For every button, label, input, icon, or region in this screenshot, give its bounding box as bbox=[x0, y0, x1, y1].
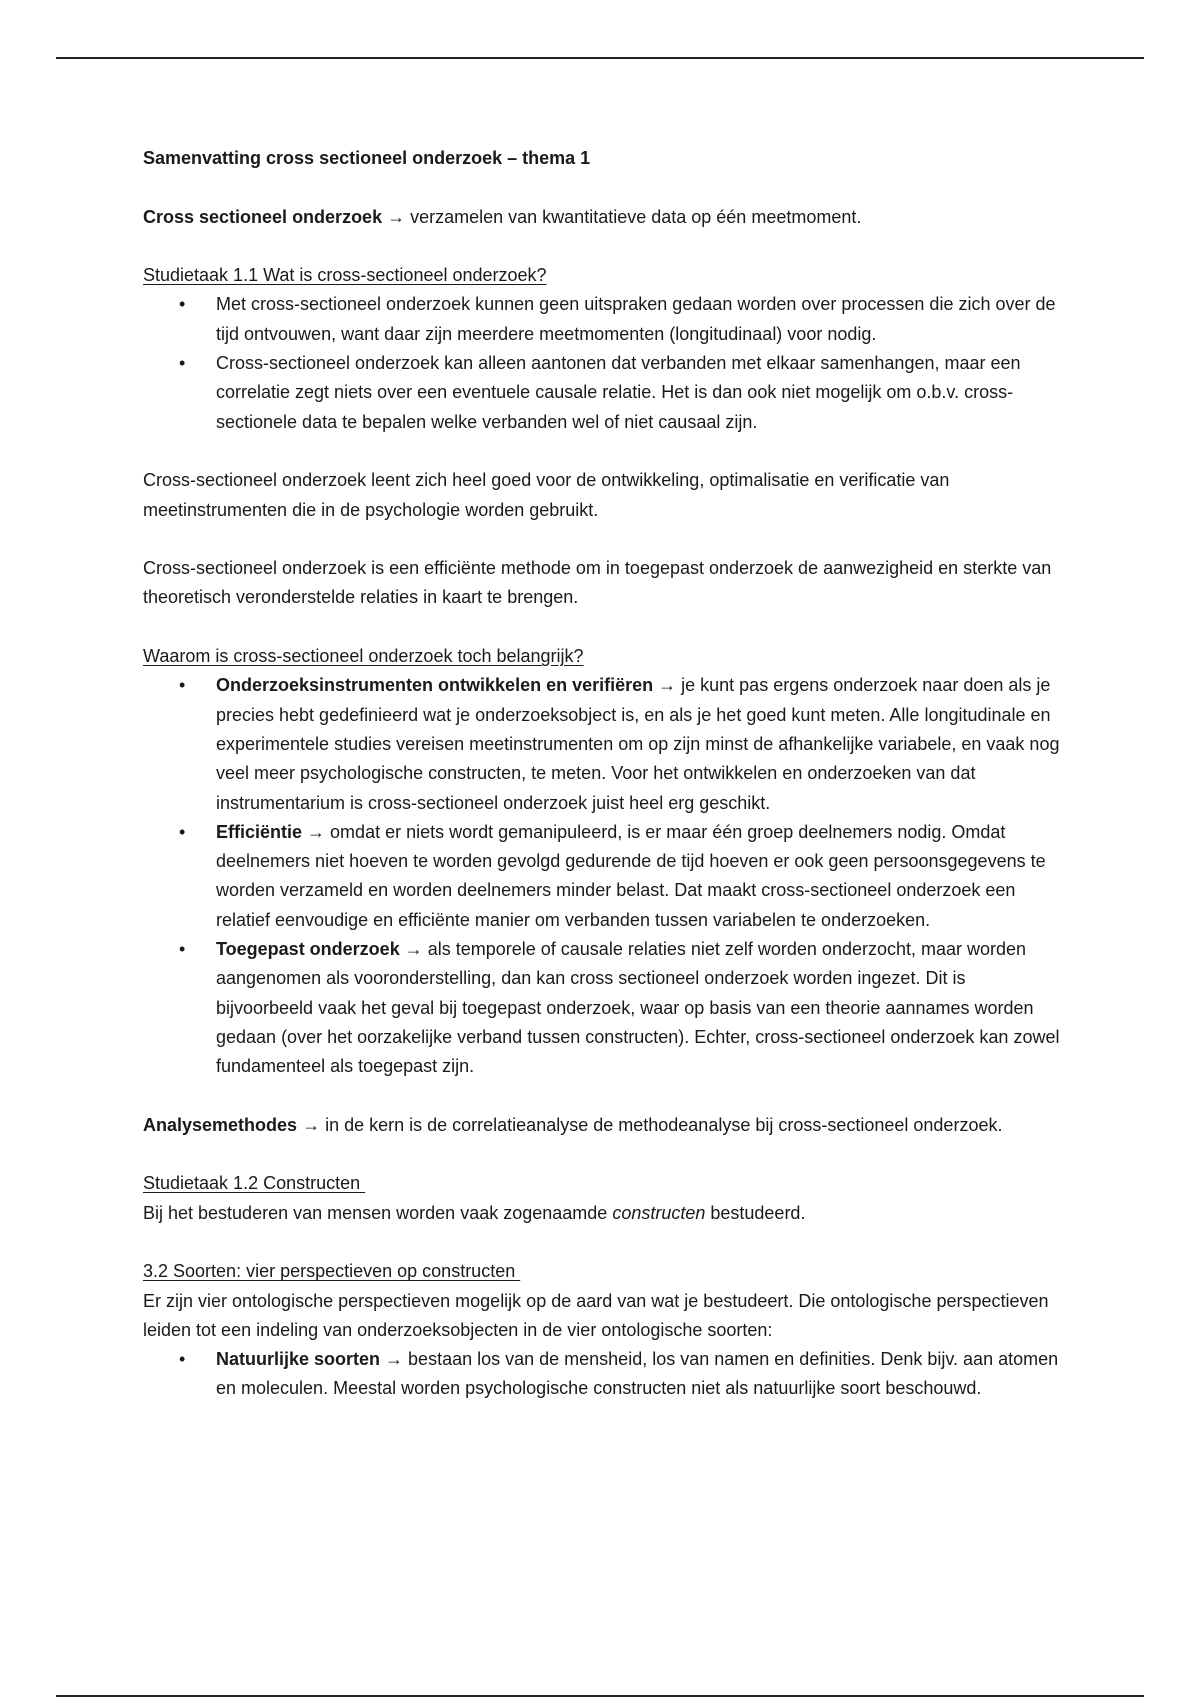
list-item: • Cross-sectioneel onderzoek kan alleen aantonen dat verbanden met elkaar samenhangen, maar een correlatie zegt niets over een eventuele causale relatie. Het is dan ook niet mogelijk om o.b.v. cross-sectionele data te bepalen welke verbanden wel of niet causaal zijn. bbox=[143, 349, 1063, 437]
bullet-icon: • bbox=[179, 294, 186, 315]
paragraph: Cross-sectioneel onderzoek is een efficiënte methode om in toegepast onderzoek de aanwezigheid en sterkte van theoretisch veronderstelde relaties in kaart te brengen. bbox=[143, 558, 1052, 608]
arrow-icon: → bbox=[658, 675, 677, 696]
list-item: • Efficiëntie → omdat er niets wordt gemanipuleerd, is er maar één groep deelnemers nodig. Omdat deelnemers niet hoeven te worden gevolgd gedurende de tijd hoeven er ook geen persoonsgegevens te worden verzameld en worden deelnemers minder belast. Dat maakt cross-sectioneel onderzoek een relatief eenvoudige en efficiënte manier om verbanden tussen variabelen te onderzoeken. bbox=[143, 818, 1063, 935]
bullet-icon: • bbox=[179, 821, 186, 842]
list-item: • Met cross-sectioneel onderzoek kunnen geen uitspraken gedaan worden over processen die zich over de tijd ontvouwen, want daar zijn meerdere meetmomenten (longitudinaal) voor nodig. bbox=[143, 290, 1063, 349]
bullet-list-3 bbox=[143, 1345, 1063, 1404]
bullet-list-2 bbox=[143, 671, 1063, 1081]
section-heading-studietaak-1-1: Studietaak 1.1 Wat is cross-sectioneel onderzoek? bbox=[143, 265, 547, 286]
analysis-paragraph: Analysemethodes → in de kern is de correlatieanalyse de methodeanalyse bij cross-sectioneel onderzoek. bbox=[143, 1114, 1003, 1135]
list-item: • Natuurlijke soorten → bestaan los van de mensheid, los van namen en definities. Denk bijv. aan atomen en moleculen. Meestal worden psychologische constructen niet als natuurlijke soort beschouwd. bbox=[143, 1345, 1063, 1404]
section-heading-studietaak-1-2: Studietaak 1.2 Constructen bbox=[143, 1173, 366, 1194]
footer-rule bbox=[56, 1695, 1144, 1697]
arrow-icon: → bbox=[307, 821, 326, 842]
bullet-list-1 bbox=[143, 290, 1063, 436]
bullet-icon: • bbox=[179, 353, 186, 374]
arrow-icon: → bbox=[385, 1349, 404, 1370]
definition-paragraph: Cross sectioneel onderzoek → verzamelen van kwantitatieve data op één meetmoment. bbox=[143, 206, 862, 227]
constructen-paragraph: Bij het bestuderen van mensen worden vaak zogenaamde constructen bestudeerd. bbox=[143, 1202, 806, 1223]
paragraph: Er zijn vier ontologische perspectieven mogelijk op de aard van wat je bestudeert. Die ontologische perspectieven leiden tot een indeling van onderzoeksobjecten in de vier ontologische soorten: bbox=[143, 1290, 1049, 1340]
arrow-icon: → bbox=[387, 206, 406, 227]
definition-term: Cross sectioneel onderzoek bbox=[143, 206, 383, 227]
arrow-icon: → bbox=[404, 939, 423, 960]
section-heading-3-2: 3.2 Soorten: vier perspectieven op constructen bbox=[143, 1261, 521, 1282]
arrow-icon: → bbox=[302, 1114, 321, 1135]
bullet-icon: • bbox=[179, 1349, 186, 1370]
bullet-icon: • bbox=[179, 675, 186, 696]
bullet-icon: • bbox=[179, 939, 186, 960]
section-heading-waarom: Waarom is cross-sectioneel onderzoek toch belangrijk? bbox=[143, 646, 584, 667]
paragraph: Cross-sectioneel onderzoek leent zich heel goed voor de ontwikkeling, optimalisatie en verificatie van meetinstrumenten die in de psychologie worden gebruikt. bbox=[143, 470, 950, 520]
document-title: Samenvatting cross sectioneel onderzoek – thema 1 bbox=[143, 148, 591, 168]
list-item: • Onderzoeksinstrumenten ontwikkelen en verifiëren → je kunt pas ergens onderzoek naar doen als je precies hebt gedefinieerd wat je onderzoeksobject is, en als je het goed kunt meten. Alle longitudinale en experimentele studies vereisen meetinstrumenten om op zijn minst de afhankelijke variabele, en vaak nog veel meer psychologische constructen, te meten. Voor het ontwikkelen en onderzoeken van dat instrumentarium is cross-sectioneel onderzoek juist heel erg geschikt. bbox=[143, 671, 1063, 817]
header-rule bbox=[56, 57, 1144, 59]
list-item: • Toegepast onderzoek → als temporele of causale relaties niet zelf worden onderzocht, maar worden aangenomen als vooronderstelling, dan kan cross sectioneel onderzoek worden ingezet. Dit is bijvoorbeeld vaak het geval bij toegepast onderzoek, waar op basis van een theorie aannames worden gedaan (over het oorzakelijke verband tussen constructen). Echter, cross-sectioneel onderzoek kan zowel fundamenteel als toegepast zijn. bbox=[143, 935, 1063, 1081]
document-body bbox=[143, 144, 1063, 1404]
